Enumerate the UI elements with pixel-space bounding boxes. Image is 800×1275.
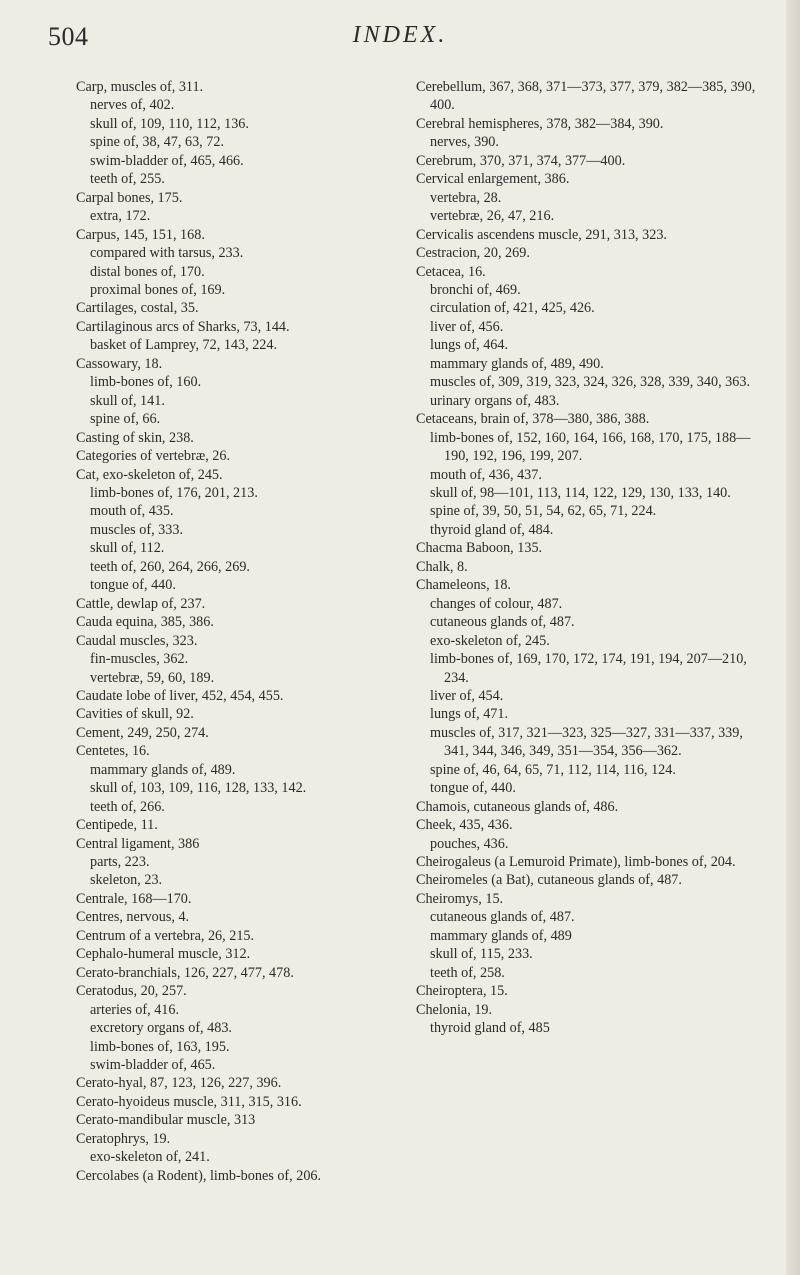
index-entry: Cerebral hemispheres, 378, 382—384, 390.	[416, 115, 664, 132]
index-subentry: circulation of, 421, 425, 426.	[430, 300, 595, 317]
index-subentry: tongue of, 440.	[430, 780, 516, 797]
index-subentry: spine of, 39, 50, 51, 54, 62, 65, 71, 224.	[430, 503, 657, 520]
index-subentry: muscles of, 317, 321—323, 325—327, 331—337, 339, 341, 344, 346, 349, 351—354, 356—362.	[430, 724, 743, 760]
running-title: INDEX.	[352, 22, 448, 48]
index-subentry: lungs of, 464.	[430, 337, 509, 354]
index-subentry: limb-bones of, 152, 160, 164, 166, 168, 170, 175, 188—190, 192, 196, 199, 207.	[430, 429, 751, 465]
index-subentry: parts, 223.	[90, 854, 150, 871]
index-subentry: skull of, 103, 109, 116, 128, 133, 142.	[90, 780, 307, 797]
index-subentry: arteries of, 416.	[90, 1001, 180, 1018]
index-subentry: tongue of, 440.	[90, 577, 176, 594]
index-subentry: limb-bones of, 176, 201, 213.	[90, 484, 258, 501]
index-entry: Cervicalis ascendens muscle, 291, 313, 323.	[416, 226, 667, 243]
index-entry: Central ligament, 386	[76, 835, 200, 852]
index-subentry: basket of Lamprey, 72, 143, 224.	[90, 337, 278, 354]
page-header	[0, 16, 800, 56]
index-entry: Caudate lobe of liver, 452, 454, 455.	[76, 687, 284, 704]
index-entry: Ceratophrys, 19.	[76, 1130, 171, 1147]
index-subentry: vertebræ, 26, 47, 216.	[430, 208, 555, 225]
index-subentry: cutaneous glands of, 487.	[430, 614, 575, 631]
index-entry: Cattle, dewlap of, 237.	[76, 595, 206, 612]
index-subentry: spine of, 46, 64, 65, 71, 112, 114, 116, 124.	[430, 761, 676, 778]
index-entry: Cat, exo-skeleton of, 245.	[76, 466, 223, 483]
index-subentry: exo-skeleton of, 241.	[90, 1149, 210, 1166]
index-entry: Chamois, cutaneous glands of, 486.	[416, 798, 619, 815]
index-subentry: changes of colour, 487.	[430, 595, 563, 612]
index-subentry: distal bones of, 170.	[90, 263, 205, 280]
index-subentry: limb-bones of, 160.	[90, 374, 202, 391]
index-entry: Carpus, 145, 151, 168.	[76, 226, 205, 243]
index-subentry: teeth of, 255.	[90, 171, 165, 188]
index-subentry: skull of, 112.	[90, 540, 165, 557]
index-entry: Cerato-mandibular muscle, 313	[76, 1112, 256, 1129]
index-subentry: mammary glands of, 489, 490.	[430, 355, 604, 372]
index-entry: Cestracion, 20, 269.	[416, 245, 530, 262]
index-column-left	[76, 78, 396, 1185]
index-subentry: nerves of, 402.	[90, 97, 175, 114]
index-subentry: urinary organs of, 483.	[430, 392, 560, 409]
index-subentry: compared with tarsus, 233.	[90, 245, 244, 262]
index-subentry: swim-bladder of, 465.	[90, 1057, 216, 1074]
index-subentry: cutaneous glands of, 487.	[430, 909, 575, 926]
index-entry: Cetacea, 16.	[416, 263, 486, 280]
index-entry: Chelonia, 19.	[416, 1001, 493, 1018]
index-subentry: nerves, 390.	[430, 134, 499, 151]
index-subentry: teeth of, 258.	[430, 964, 505, 981]
index-subentry: mammary glands of, 489.	[90, 761, 236, 778]
index-entry: Centrum of a vertebra, 26, 215.	[76, 927, 255, 944]
index-subentry: exo-skeleton of, 245.	[430, 632, 550, 649]
index-subentry: mouth of, 436, 437.	[430, 466, 542, 483]
index-subentry: teeth of, 260, 264, 266, 269.	[90, 558, 250, 575]
page-edge-shadow	[786, 0, 800, 1275]
index-entry: Carpal bones, 175.	[76, 189, 183, 206]
index-entry: Cartilaginous arcs of Sharks, 73, 144.	[76, 318, 290, 335]
index-subentry: thyroid gland of, 484.	[430, 521, 554, 538]
index-entry: Cartilages, costal, 35.	[76, 300, 199, 317]
index-entry: Cerato-hyal, 87, 123, 126, 227, 396.	[76, 1075, 282, 1092]
index-entry: Chacma Baboon, 135.	[416, 540, 543, 557]
index-entry: Cerebellum, 367, 368, 371—373, 377, 379, 382—385, 390, 400.	[416, 79, 756, 114]
index-entry: Cervical enlargement, 386.	[416, 171, 570, 188]
index-entry: Cerato-hyoideus muscle, 311, 315, 316.	[76, 1093, 302, 1110]
index-entry: Centipede, 11.	[76, 817, 158, 834]
index-entry: Cheirogaleus (a Lemuroid Primate), limb-bones of, 204.	[416, 854, 736, 871]
index-entry: Cavities of skull, 92.	[76, 706, 194, 723]
index-subentry: skull of, 109, 110, 112, 136.	[90, 115, 249, 132]
index-entry: Cheiroptera, 15.	[416, 983, 508, 1000]
index-entry: Cerato-branchials, 126, 227, 477, 478.	[76, 964, 294, 981]
index-subentry: skull of, 141.	[90, 392, 165, 409]
index-subentry: thyroid gland of, 485	[430, 1020, 550, 1037]
index-entry: Cassowary, 18.	[76, 355, 163, 372]
index-columns	[76, 78, 776, 1258]
index-entry: Chameleons, 18.	[416, 577, 511, 594]
index-subentry: mammary glands of, 489	[430, 927, 572, 944]
index-entry: Cetaceans, brain of, 378—380, 386, 388.	[416, 411, 650, 428]
index-entry: Cauda equina, 385, 386.	[76, 614, 214, 631]
index-subentry: limb-bones of, 163, 195.	[90, 1038, 230, 1055]
index-subentry: fin-muscles, 362.	[90, 651, 189, 668]
index-subentry: spine of, 38, 47, 63, 72.	[90, 134, 224, 151]
index-subentry: vertebræ, 59, 60, 189.	[90, 669, 215, 686]
index-entry: Ceratodus, 20, 257.	[76, 983, 187, 1000]
index-entry: Cercolabes (a Rodent), limb-bones of, 206.	[76, 1167, 322, 1184]
index-subentry: proximal bones of, 169.	[90, 281, 226, 298]
index-subentry: skull of, 98—101, 113, 114, 122, 129, 130, 133, 140.	[430, 484, 731, 501]
index-entry: Caudal muscles, 323.	[76, 632, 198, 649]
index-entry: Casting of skin, 238.	[76, 429, 194, 446]
index-entry: Cephalo-humeral muscle, 312.	[76, 946, 251, 963]
index-subentry: muscles of, 333.	[90, 521, 183, 538]
index-entry: Categories of vertebræ, 26.	[76, 448, 231, 465]
index-subentry: extra, 172.	[90, 208, 151, 225]
index-subentry: skull of, 115, 233.	[430, 946, 533, 963]
index-subentry: limb-bones of, 169, 170, 172, 174, 191, 194, 207—210, 234.	[430, 651, 747, 686]
index-entry: Cheek, 435, 436.	[416, 817, 513, 834]
index-column-right	[416, 78, 756, 1038]
index-entry: Carp, muscles of, 311.	[76, 79, 204, 95]
index-subentry: mouth of, 435.	[90, 503, 174, 520]
index-subentry: liver of, 454.	[430, 687, 504, 704]
index-subentry: bronchi of, 469.	[430, 281, 521, 298]
index-entry: Cheiromeles (a Bat), cutaneous glands of, 487.	[416, 872, 682, 889]
index-entry: Centrale, 168—170.	[76, 890, 192, 907]
index-subentry: pouches, 436.	[430, 835, 509, 852]
index-subentry: swim-bladder of, 465, 466.	[90, 152, 244, 169]
index-entry: Centetes, 16.	[76, 743, 150, 760]
index-subentry: lungs of, 471.	[430, 706, 509, 723]
index-subentry: skeleton, 23.	[90, 872, 163, 889]
page-number: 504	[48, 22, 89, 51]
index-entry: Cerebrum, 370, 371, 374, 377—400.	[416, 152, 626, 169]
index-subentry: excretory organs of, 483.	[90, 1020, 232, 1037]
index-subentry: muscles of, 309, 319, 323, 324, 326, 328, 339, 340, 363.	[430, 374, 750, 391]
index-subentry: teeth of, 266.	[90, 798, 165, 815]
index-entry: Cheiromys, 15.	[416, 890, 504, 907]
index-entry: Chalk, 8.	[416, 558, 468, 575]
index-subentry: vertebra, 28.	[430, 189, 502, 206]
index-subentry: spine of, 66.	[90, 411, 161, 428]
index-entry: Cement, 249, 250, 274.	[76, 724, 209, 741]
index-entry: Centres, nervous, 4.	[76, 909, 190, 926]
index-subentry: liver of, 456.	[430, 318, 504, 335]
